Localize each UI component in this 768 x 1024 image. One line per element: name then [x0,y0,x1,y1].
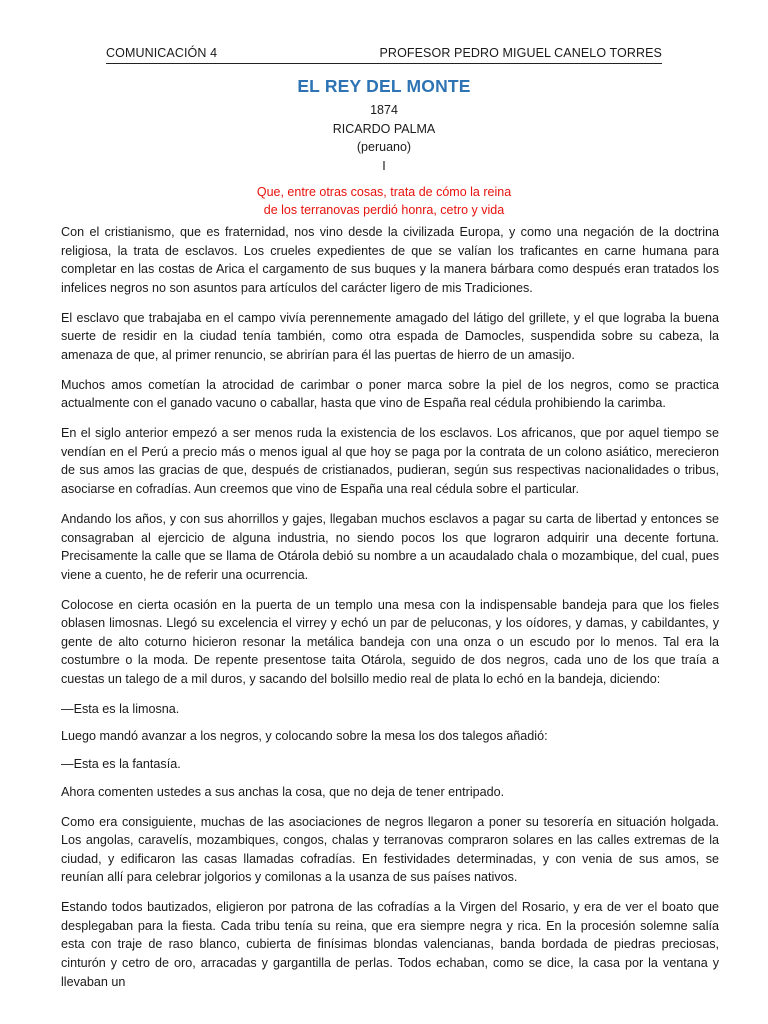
dialogue-line: —Esta es la fantasía. [61,757,181,772]
paragraph: Colocose en cierta ocasión en la puerta de un templo una mesa con la indispensable bandeja para que los fieles oblasen limosnas. Llegó su excelencia el virrey y echó un par de peluconas, y los oídores, y damas, y cabildantes, y gente de alto coturno hicieron resonar la metálica bandeja con una onza o un escudo por lo menos. Tal era la costumbre o la moda. De repente presentose taita Otárola, seguido de dos negros, cada uno de los que traía a cuestas un talego de a mil duros, y sacando del bolsillo medio real de plata lo echó en la bandeja, diciendo: [61,597,719,686]
paragraph: En el siglo anterior empezó a ser menos ruda la existencia de los esclavos. Los africanos, que por aquel tiempo se vendían en el Perú a precio más o menos igual al que hoy se paga por la contrata de un colono asiático, merecieron de sus amos las gracias de que, después de cristianados, pudieran, según sus respectivas nacionalidades o tribus, asociarse en cofradías. Aun creemos que vino de España una real cédula sobre el particular. [61,426,719,497]
paragraph: Muchos amos cometían la atrocidad de carimbar o poner marca sobre la piel de los negros, como se practica actualmente con el ganado vacuno o caballar, hasta que vino de España real cédula prohibiendo la carimba. [61,377,719,411]
header-teacher: PROFESOR PEDRO MIGUEL CANELO TORRES [379,46,662,60]
subtitle-line-2: de los terranovas perdió honra, cetro y vida [263,203,505,217]
subtitle-line-1: Que, entre otras cosas, trata de cómo la reina [256,185,512,199]
paragraph: Con el cristianismo, que es fraternidad, nos vino desde la civilizada Europa, y como una negación de la doctrina religiosa, la trata de esclavos. Los crueles expedientes de que se valían los traficantes en carne humana para completar en las costas de Arica el cargamento de sus buques y la manera bárbara como después eran tratados los infelices negros no son asuntos para artículos del carácter ligero de mis Tradiciones. [61,225,719,295]
document-title: EL REY DEL MONTE [297,76,471,96]
publication-year: 1874 [370,103,398,117]
dialogue-line: —Esta es la limosna. [61,701,180,716]
paragraph: El esclavo que trabajaba en el campo vivía perennemente amagado del látigo del grillete, y el que lograba la buena suerte de residir en la ciudad tenía también, como otra espada de Damocles, suspendida sobre su cabeza, la amenaza de que, al primer renuncio, se abrirían para él las puertas de hierro de un amasijo. [61,310,719,362]
paragraph: Luego mandó avanzar a los negros, y colocando sobre la mesa los dos talegos añadió: [61,729,548,744]
chapter-subtitle [0,183,768,219]
paragraph: Estando todos bautizados, eligieron por patrona de las cofradías a la Virgen del Rosario, y era de ver el boato que desplegaban para la fiesta. Cada tribu tenía su reina, que era siempre negra y rica. En la procesión solemne salía esta con traje de raso blanco, cubierta de finísimas blondas valencianas, banda bordada de piedras preciosas, cinturón y cetro de oro, arracadas y gargantilla de perlas. Todos echaban, como se dice, la casa por la ventana y llevaban un [61,900,719,989]
author-name: RICARDO PALMA [332,121,436,136]
paragraph: Como era consiguiente, muchas de las asociaciones de negros llegaron a poner su tesorería en situación holgada. Los angolas, caravelís, mozambiques, congos, chalas y terranovas compraron solares en las calles extremas de la ciudad, y edificaron las casas llamadas cofradías. En festividades determinadas, y con venia de sus amos, se reunían allí para celebrar jolgorios y comilonas a la usanza de sus países nativos. [61,814,719,885]
title-block [0,76,768,219]
paragraph: Andando los años, y con sus ahorrillos y gajes, llegaban muchos esclavos a pagar su carta de libertad y entonces se consagraban al ejercicio de alguna industria, no siendo pocos los que lograron adquirir una decente fortuna. Precisamente la calle que se llama de Otárola debió su nombre a un acaudalado chala o mozambique, del cual, pues viene a cuento, he de referir una ocurrencia. [61,511,719,582]
paragraph: Ahora comenten ustedes a sus anchas la cosa, que no deja de tener entripado. [61,784,505,799]
chapter-number: I [382,158,386,173]
body-text [61,223,719,1002]
author-nationality: (peruano) [356,140,412,154]
page-header [106,46,662,64]
header-course: COMUNICACIÓN 4 [106,46,218,60]
